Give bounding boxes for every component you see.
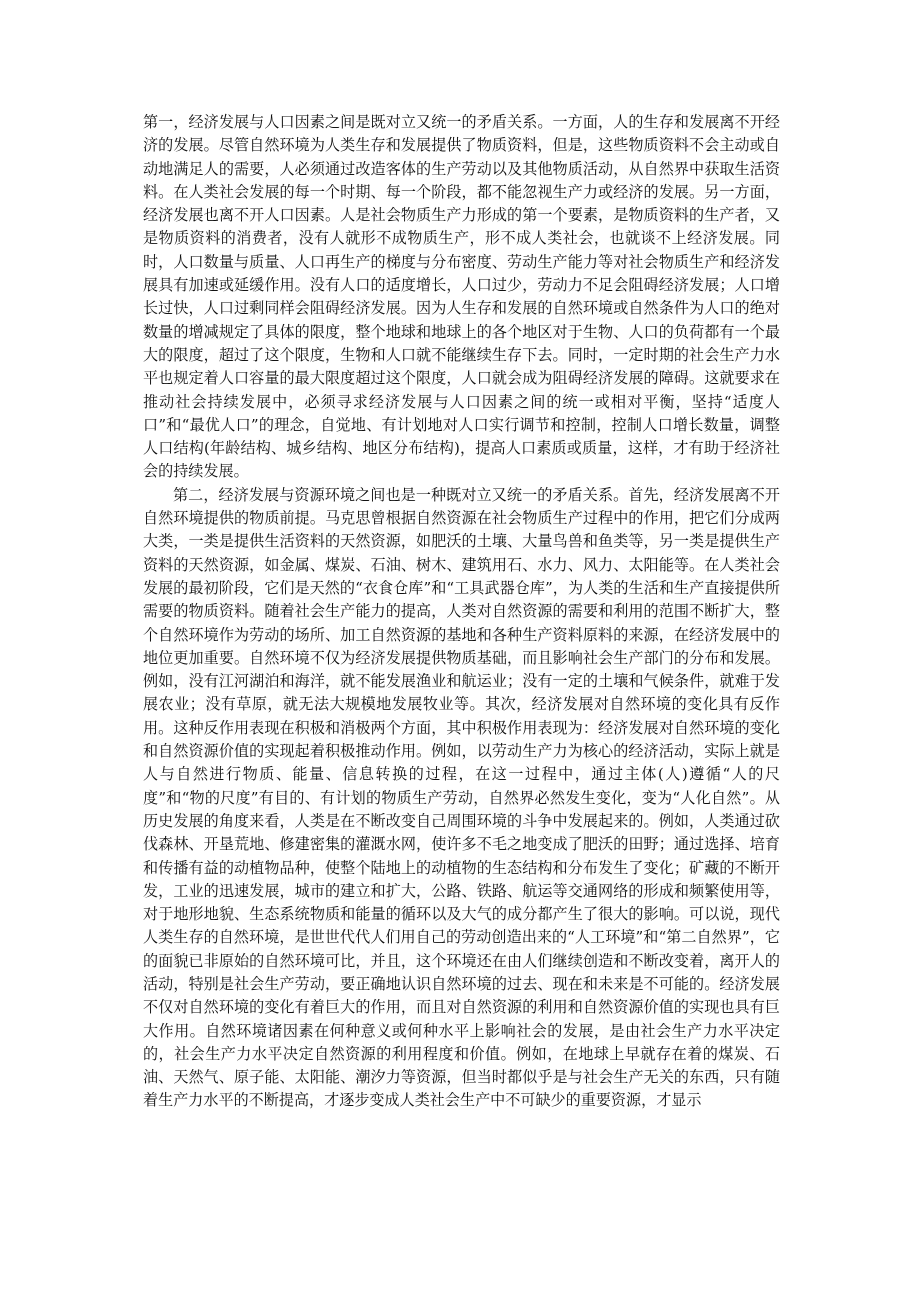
- paragraph-second: 第二，经济发展与资源环境之间也是一种既对立又统一的矛盾关系。首先，经济发展离不开自然环境提供的物质前提。马克思曾根据自然资源在社会物质生产过程中的作用，把它们分成两大类，一类是提供生活资料的天然资源，如肥沃的土壤、大量鸟兽和鱼类等，另一类是提供生产资料的天然资源，如金属、煤炭、石油、树木、建筑用石、水力、风力、太阳能等。在人类社会发展的最初阶段，它们是天然的“衣食仓库”和“工具武器仓库”，为人类的生活和生产直接提供所需要的物质资料。随着社会生产能力的提高，人类对自然资源的需要和利用的范围不断扩大，整个自然环境作为劳动的场所、加工自然资源的基地和各种生产资料原料的来源，在经济发展中的地位更加重要。自然环境不仅为经济发展提供物质基础，而且影响社会生产部门的分布和发展。例如，没有江河湖泊和海洋，就不能发展渔业和航运业；没有一定的土壤和气候条件，就难于发展农业；没有草原，就无法大规模地发展牧业等。其次，经济发展对自然环境的变化具有反作用。这种反作用表现在积极和消极两个方面，其中积极作用表现为：经济发展对自然环境的变化和自然资源价值的实现起着积极推动作用。例如，以劳动生产力为核心的经济活动，实际上就是人与自然进行物质、能量、信息转换的过程，在这一过程中，通过主体(人)遵循“人的尺度”和“物的尺度”有目的、有计划的物质生产劳动，自然界必然发生变化，变为“人化自然”。从历史发展的角度来看，人类是在不断改变自己周围环境的斗争中发展起来的。例如，人类通过砍伐森林、开垦荒地、修建密集的灌溉水网，使许多不毛之地变成了肥沃的田野；通过选择、培育和传播有益的动植物品种，使整个陆地上的动植物的生态结构和分布发生了变化；矿藏的不断开发，工业的迅速发展，城市的建立和扩大，公路、铁路、航运等交通网络的形成和频繁使用等，对于地形地貌、生态系统物质和能量的循环以及大气的成分都产生了很大的影响。可以说，现代人类生存的自然环境，是世世代代人们用自己的劳动创造出来的“人工环境”和“第二自然界”，它的面貌已非原始的自然环境可比，并且，这个环境还在由人们继续创造和不断改变着，离开人的活动，特别是社会生产劳动，要正确地认识自然环境的过去、现在和未来是不可能的。经济发展不仅对自然环境的变化有着巨大的作用，而且对自然资源的利用和自然资源价值的实现也具有巨大作用。自然环境诸因素在何种意义或何种水平上影响社会的发展，是由社会生产力水平决定的，社会生产力水平决定自然资源的利用程度和价值。例如，在地球上早就存在着的煤炭、石油、天然气、原子能、太阳能、潮汐力等资源，但当时都似乎是与社会生产无关的东西，只有随着生产力水平的不断提高，才逐步变成人类社会生产中不可缺少的重要资源，才显示: [143, 485, 780, 1110]
- paragraph-first: 第一，经济发展与人口因素之间是既对立又统一的矛盾关系。一方面，人的生存和发展离不开经济的发展。尽管自然环境为人类生存和发展提供了物质资料，但是，这些物质资料不会主动或自动地满足人的需要，人必须通过改造客体的生产劳动以及其他物质活动，从自然界中获取生活资料。在人类社会发展的每一个时期、每一个阶段，都不能忽视生产力或经济的发展。另一方面，经济发展也离不开人口因素。人是社会物质生产力形成的第一个要素，是物质资料的生产者，又是物质资料的消费者，没有人就形不成物质生产，形不成人类社会，也就谈不上经济发展。同时，人口数量与质量、人口再生产的梯度与分布密度、劳动生产能力等对社会物质生产和经济发展具有加速或延缓作用。没有人口的适度增长，人口过少，劳动力不足会阻碍经济发展；人口增长过快，人口过剩同样会阻碍经济发展。因为人生存和发展的自然环境或自然条件为人口的绝对数量的增减规定了具体的限度，整个地球和地球上的各个地区对于生物、人口的负荷都有一个最大的限度，超过了这个限度，生物和人口就不能继续生存下去。同时，一定时期的社会生产力水平也规定着人口容量的最大限度超过这个限度，人口就会成为阻碍经济发展的障碍。这就要求在推动社会持续发展中，必须寻求经济发展与人口因素之间的统一或相对平衡，坚持“适度人口”和“最优人口”的理念，自觉地、有计划地对人口实行调节和控制，控制人口增长数量，调整人口结构(年龄结构、城乡结构、地区分布结构)，提高人口素质或质量，这样，才有助于经济社会的持续发展。: [143, 113, 780, 481]
- document-page: [143, 111, 780, 1113]
